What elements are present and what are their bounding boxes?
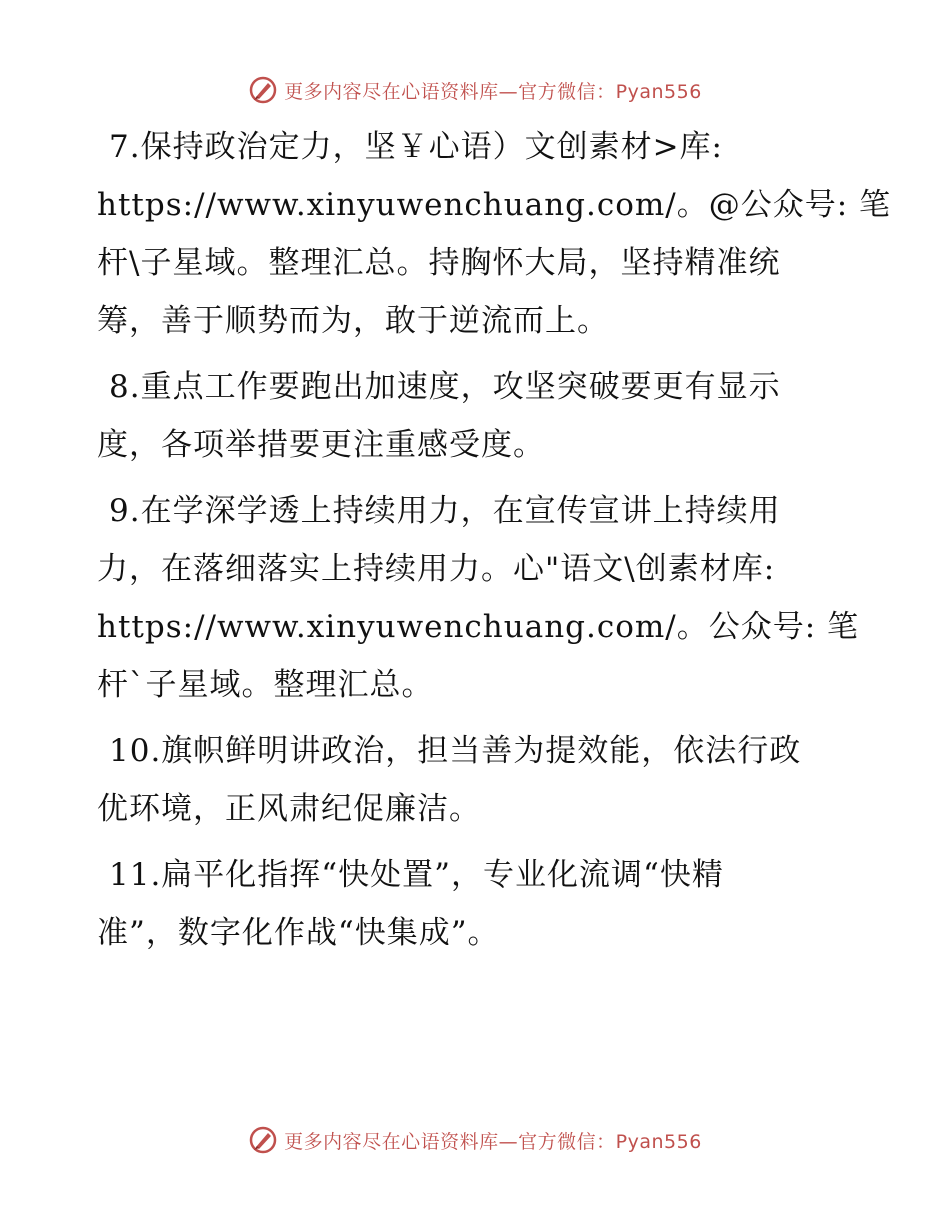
text-line: 11.扁平化指挥“快处置”，专业化流调“快精 bbox=[109, 857, 724, 893]
footer-banner bbox=[0, 1120, 950, 1160]
text-line: 杆\子星域。整理汇总。持胸怀大局，坚持精准统 bbox=[97, 245, 781, 281]
header-banner bbox=[0, 70, 950, 110]
text-line: 杆`子星域。整理汇总。 bbox=[97, 667, 434, 703]
text-line: 8.重点工作要跑出加速度，攻坚突破要更有显示 bbox=[109, 369, 781, 405]
quill-pen-logo-icon bbox=[248, 1125, 278, 1155]
paragraph-9 bbox=[97, 482, 860, 714]
footer-text: 更多内容尽在心语资料库—官方微信：Pyan556 bbox=[284, 1130, 702, 1153]
quill-pen-logo-icon bbox=[248, 75, 278, 105]
paragraph-11 bbox=[97, 846, 857, 962]
document-body bbox=[97, 118, 892, 970]
text-line: 10.旗帜鲜明讲政治，担当善为提效能，依法行政 bbox=[109, 733, 802, 769]
text-line: 优环境，正风肃纪促廉洁。 bbox=[97, 791, 481, 827]
text-line: https://www.xinyuwenchuang.com/。公众号: 笔 bbox=[97, 609, 860, 645]
text-line: 准”，数字化作战“快集成”。 bbox=[97, 915, 500, 951]
text-line: 度，各项举措要更注重感受度。 bbox=[97, 427, 545, 463]
paragraph-8 bbox=[97, 358, 857, 474]
header-text: 更多内容尽在心语资料库—官方微信：Pyan556 bbox=[284, 80, 702, 103]
text-line: https://www.xinyuwenchuang.com/。@公众号: 笔 bbox=[97, 187, 892, 223]
paragraph-7 bbox=[97, 118, 892, 350]
paragraph-10 bbox=[97, 722, 857, 838]
text-line: 7.保持政治定力，坚￥心语）文创素材>库: bbox=[109, 129, 723, 165]
text-line: 筹，善于顺势而为，敢于逆流而上。 bbox=[97, 303, 609, 339]
text-line: 9.在学深学透上持续用力，在宣传宣讲上持续用 bbox=[109, 493, 781, 529]
text-line: 力，在落细落实上持续用力。心"语文\创素材库: bbox=[97, 551, 776, 587]
